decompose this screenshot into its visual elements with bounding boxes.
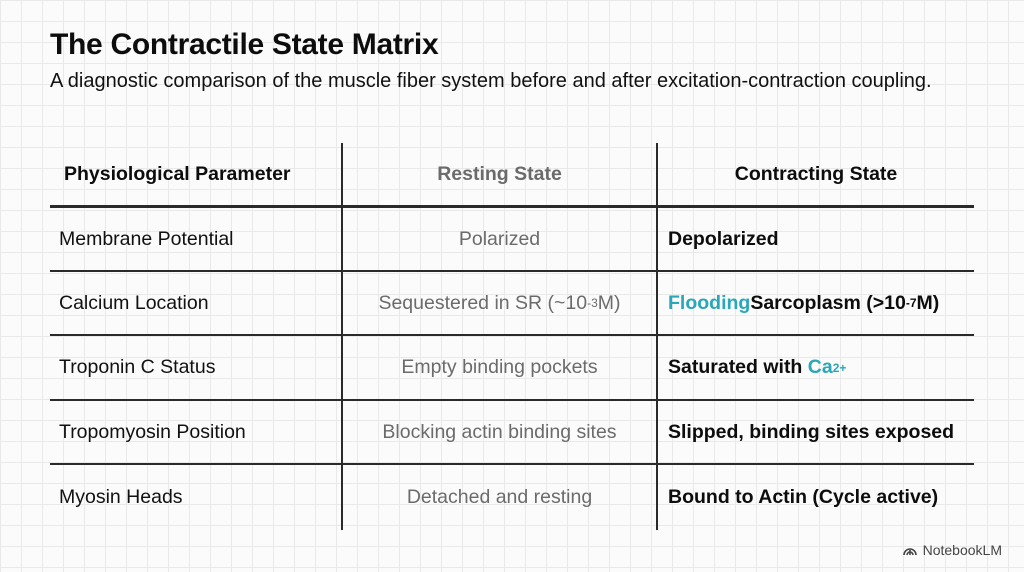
- highlight-flooding: Flooding: [668, 291, 751, 314]
- notebooklm-brand: [902, 542, 1002, 558]
- resting-cell: Blocking actin binding sites: [382, 420, 617, 443]
- header-contracting-state: Contracting State: [734, 162, 898, 185]
- slide-title: The Contractile State Matrix: [50, 28, 439, 61]
- contractile-state-table: [50, 143, 974, 530]
- table-row: [50, 465, 974, 530]
- parameter-cell: Tropomyosin Position: [59, 420, 246, 443]
- resting-cell: Detached and resting: [406, 486, 593, 508]
- parameter-cell: Myosin Heads: [59, 486, 183, 508]
- table-header-row: [50, 143, 974, 205]
- resting-unit: M): [597, 291, 621, 314]
- table-row: [50, 272, 974, 334]
- table-row: [50, 208, 974, 270]
- contracting-text: Saturated with: [668, 356, 808, 378]
- contracting-unit: M): [916, 291, 940, 314]
- header-resting-state: Resting State: [437, 162, 562, 185]
- parameter-cell: Troponin C Status: [59, 356, 216, 378]
- contracting-cell: Slipped, binding sites exposed: [668, 420, 955, 443]
- resting-cell: Empty binding pockets: [401, 356, 598, 378]
- contracting-cell: Saturated with Ca 2+: [668, 356, 847, 378]
- resting-text: Sequestered in SR (~10: [378, 291, 588, 314]
- resting-cell: Polarized: [458, 227, 541, 250]
- notebooklm-label: NotebookLM: [922, 542, 1002, 558]
- highlight-calcium: Ca: [807, 356, 833, 378]
- parameter-cell: Membrane Potential: [59, 227, 234, 250]
- contracting-cell: Depolarized: [668, 227, 779, 250]
- table-row: [50, 401, 974, 463]
- table-row: [50, 336, 974, 399]
- contracting-text: Sarcoplasm (>10: [750, 291, 906, 314]
- header-parameter: Physiological Parameter: [64, 162, 291, 185]
- slide-subtitle: A diagnostic comparison of the muscle fiber system before and after excitation-contraction coupling.: [50, 70, 932, 92]
- notebooklm-logo-icon: [902, 544, 918, 556]
- contracting-cell: Flooding Sarcoplasm (>10 -7 M): [668, 291, 940, 314]
- resting-cell: Sequestered in SR (~10 -3 M): [378, 291, 621, 314]
- contracting-cell: Bound to Actin (Cycle active): [668, 486, 939, 508]
- parameter-cell: Calcium Location: [59, 291, 209, 314]
